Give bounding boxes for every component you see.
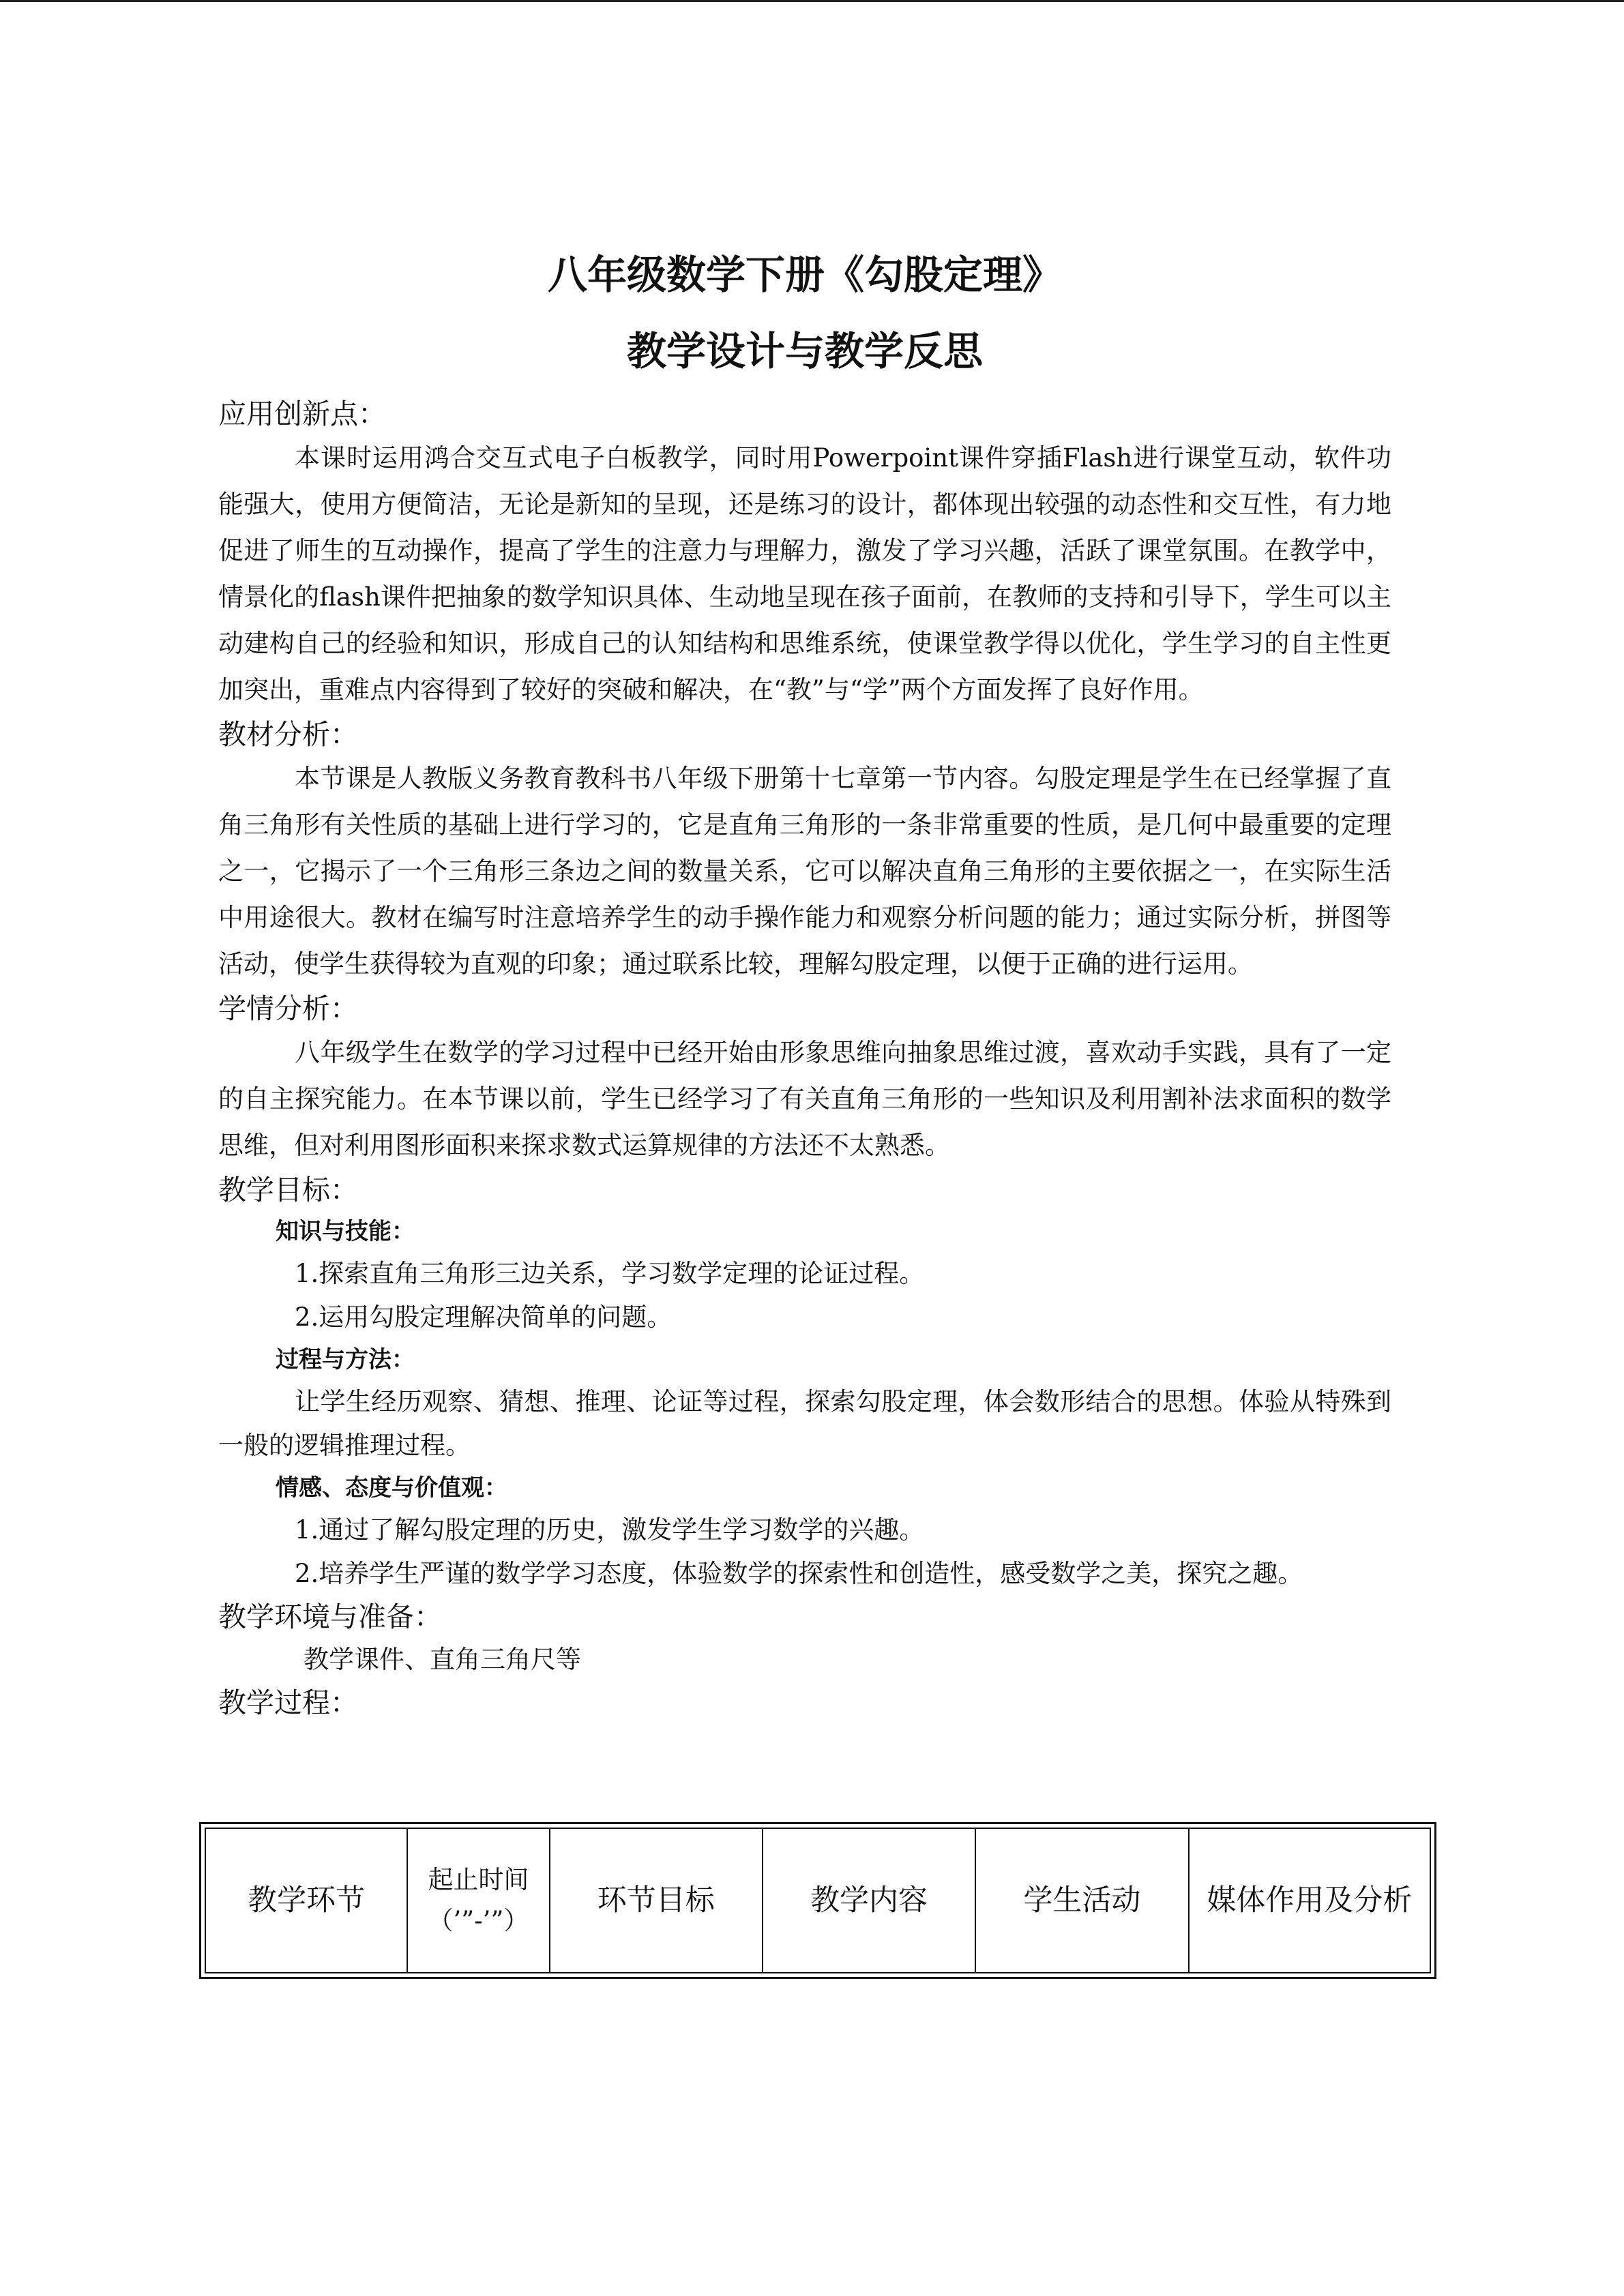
header-cell-media: 媒体作用及分析 <box>1189 1828 1430 1973</box>
environment-text: 教学课件、直角三角尺等 <box>304 1645 581 1674</box>
header-cell-stage: 教学环节 <box>205 1828 407 1973</box>
section-student-analysis <box>218 987 1391 1169</box>
document-subtitle: 教学设计与教学反思 <box>626 328 983 374</box>
goal-item: 1.探索直角三角形三边关系，学习数学定理的论证过程。 <box>295 1259 925 1288</box>
section-heading: 教材分析： <box>218 718 358 751</box>
document-title: 八年级数学下册《勾股定理》 <box>547 252 1062 298</box>
section-innovation <box>218 393 1391 713</box>
section-material-analysis <box>218 713 1391 987</box>
goal-subheading-process: 过程与方法： <box>276 1346 415 1373</box>
section-heading: 教学过程： <box>218 1686 358 1719</box>
goal-subheading-knowledge: 知识与技能： <box>276 1218 415 1245</box>
section-paragraph: 八年级学生在数学的学习过程中已经开始由形象思维向抽象思维过渡，喜欢动手实践，具有了一定的自主探究能力。在本节课以前，学生已经学习了有关直角三角形的一些知识及利用割补法求面积的数学思维，但对利用图形面积来探求数式运算规律的方法还不太熟悉。 <box>218 1038 1391 1160</box>
section-heading: 教学环境与准备： <box>218 1600 442 1633</box>
header-cell-activity: 学生活动 <box>975 1828 1188 1973</box>
goal-paragraph: 让学生经历观察、猜想、推理、论证等过程，探索勾股定理，体会数形结合的思想。体验从特殊到一般的逻辑推理过程。 <box>218 1387 1391 1460</box>
table-header-row <box>205 1828 1430 1973</box>
section-environment <box>218 1596 1391 1682</box>
goal-item: 2.运用勾股定理解决简单的问题。 <box>295 1302 673 1332</box>
section-teaching-goals <box>218 1169 1391 1596</box>
section-heading: 学情分析： <box>218 992 358 1025</box>
section-heading: 应用创新点： <box>218 398 386 430</box>
header-cell-content: 教学内容 <box>763 1828 975 1973</box>
page-top-border <box>0 0 1624 2</box>
goal-item: 1.通过了解勾股定理的历史，激发学生学习数学的兴趣。 <box>295 1515 925 1545</box>
goal-subheading-emotion: 情感、态度与价值观： <box>276 1474 507 1502</box>
goal-item: 2.培养学生严谨的数学学习态度，体验数学的探索性和创造性，感受数学之美，探究之趣。 <box>295 1559 1303 1588</box>
teaching-process-table <box>199 1822 1436 1979</box>
header-cell-time: 起止时间（’”-’”） <box>407 1828 549 1973</box>
header-cell-goal: 环节目标 <box>550 1828 763 1973</box>
section-teaching-process <box>218 1682 1391 1724</box>
process-table-grid <box>205 1828 1431 1973</box>
section-heading: 教学目标： <box>218 1174 358 1206</box>
section-paragraph: 本节课是人教版义务教育教科书八年级下册第十七章第一节内容。勾股定理是学生在已经掌握了直角三角形有关性质的基础上进行学习的，它是直角三角形的一条非常重要的性质，是几何中最重要的定理之一，它揭示了一个三角形三条边之间的数量关系，它可以解决直角三角形的主要依据之一，在实际生活中用途很大。教材在编写时注意培养学生的动手操作能力和观察分析问题的能力；通过实际分析，拼图等活动，使学生获得较为直观的印象；通过联系比较，理解勾股定理，以便于正确的进行运用。 <box>218 764 1391 979</box>
section-paragraph: 本课时运用鸿合交互式电子白板教学，同时用Powerpoint课件穿插Flash进行课堂互动，软件功能强大，使用方便简洁，无论是新知的呈现，还是练习的设计，都体现出较强的动态性和交互性，有力地促进了师生的互动操作，提高了学生的注意力与理解力，激发了学习兴趣，活跃了课堂氛围。在教学中，情景化的flash课件把抽象的数学知识具体、生动地呈现在孩子面前，在教师的支持和引导下，学生可以主动建构自己的经验和知识，形成自己的认知结构和思维系统，使课堂教学得以优化，学生学习的自主性更加突出，重难点内容得到了较好的突破和解决，在“教”与“学”两个方面发挥了良好作用。 <box>218 443 1391 704</box>
document-body <box>218 245 1391 1724</box>
